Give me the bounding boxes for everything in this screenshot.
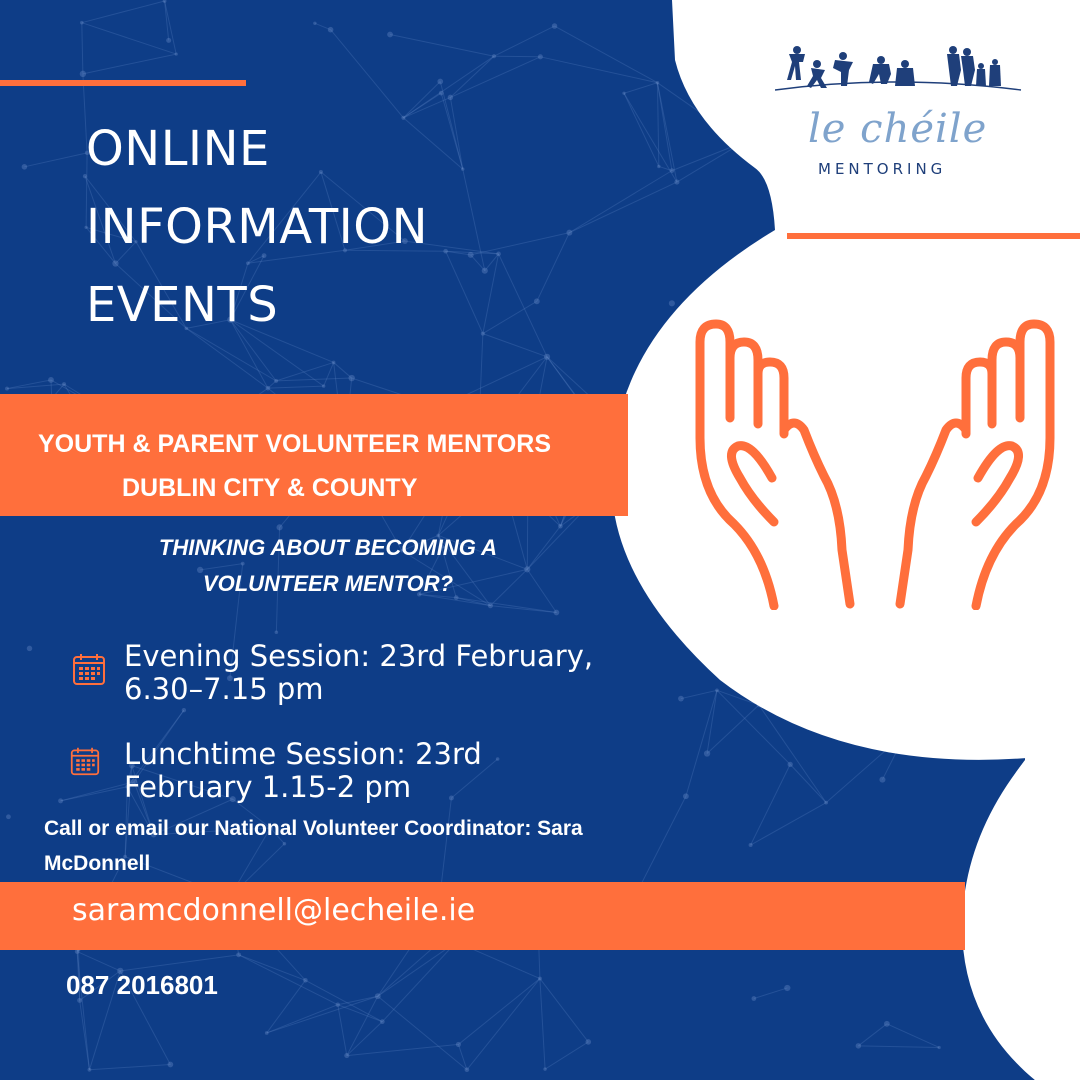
calendar-icon (70, 746, 100, 776)
session-line: 6.30–7.15 pm (124, 672, 324, 706)
question-line-1: THINKING ABOUT BECOMING A (158, 535, 498, 560)
phone-number: 087 2016801 (66, 970, 218, 1000)
evening-session (124, 640, 593, 706)
open-hands-icon (690, 318, 1060, 610)
contact-text (44, 811, 844, 881)
logo-subtitle: MENTORING (818, 160, 947, 178)
page-title (86, 110, 428, 344)
logo-name: le chéile (808, 106, 988, 152)
title-line: ONLINE (86, 121, 270, 177)
lunchtime-session (124, 738, 482, 804)
question-line-2: VOLUNTEER MENTOR? (202, 571, 454, 596)
email-link[interactable]: saramcdonnell@lecheile.ie (72, 893, 476, 928)
title-line: EVENTS (86, 277, 279, 333)
right-orange-rule (787, 233, 1080, 239)
banner-line-2: DUBLIN CITY & COUNTY (122, 474, 418, 502)
question-text (68, 530, 588, 602)
top-left-orange-rule (0, 80, 246, 86)
title-line: INFORMATION (86, 199, 428, 255)
contact-line-2: McDonnell (44, 852, 151, 875)
session-line: Lunchtime Session: 23rd (124, 737, 482, 771)
contact-line-1: Call or email our National Volunteer Coordinator: Sara (44, 817, 583, 840)
banner-line-1: YOUTH & PARENT VOLUNTEER MENTORS (38, 430, 551, 458)
calendar-icon (72, 652, 106, 686)
people-silhouettes-logo (775, 40, 1025, 96)
session-line: February 1.15-2 pm (124, 770, 412, 804)
session-line: Evening Session: 23rd February, (124, 639, 594, 673)
